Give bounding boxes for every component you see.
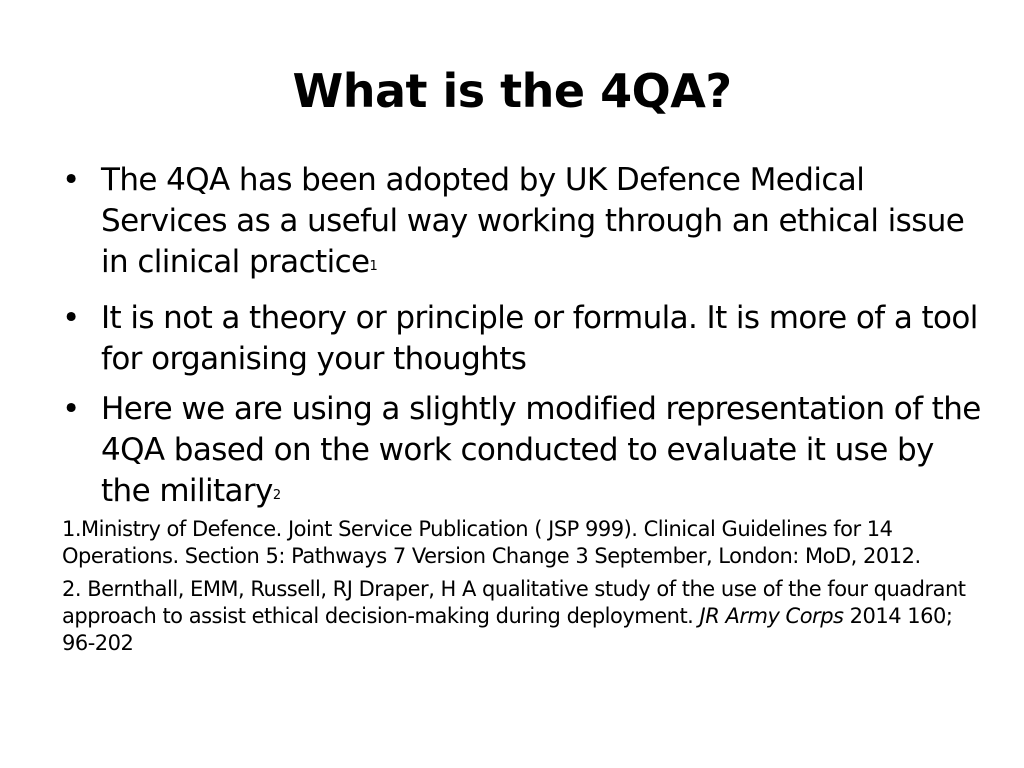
bullet-item-3 bbox=[62, 389, 982, 518]
bullet-text: The 4QA has been adopted by UK Defence Medical Services as a useful way working through an ethical issue in clinical practice bbox=[101, 162, 965, 280]
footnote-marker: 2 bbox=[272, 488, 282, 503]
bullet-text: Here we are using a slightly modified representation of the 4QA based on the work conducted to evaluate it use by the military bbox=[101, 391, 981, 509]
reference-2 bbox=[62, 576, 972, 657]
reference-2-journal: JR Army Corps bbox=[699, 604, 844, 628]
bullet-list bbox=[62, 160, 982, 527]
bullet-text: It is not a theory or principle or formula. It is more of a tool for organising your thoughts bbox=[101, 300, 978, 377]
reference-2-citation: 2014 160; 96-202 bbox=[62, 604, 953, 655]
bullet-marker: • bbox=[62, 300, 80, 336]
bullet-item-2 bbox=[62, 298, 982, 380]
bullet-marker: • bbox=[62, 391, 80, 427]
bullet-marker: • bbox=[62, 162, 80, 198]
bullet-item-1 bbox=[62, 160, 982, 289]
slide-title: What is the 4QA? bbox=[292, 64, 732, 118]
references bbox=[62, 516, 972, 663]
reference-2-text: 2. Bernthall, EMM, Russell, RJ Draper, H A qualitative study of the use of the four quadrant approach to assist ethical decision-making during deployment. bbox=[62, 577, 966, 628]
footnote-marker: 1 bbox=[369, 259, 378, 274]
reference-1: 1.Ministry of Defence. Joint Service Publication ( JSP 999). Clinical Guidelines for 14 Operations. Section 5: Pathways 7 Version Change 3 September, London: MoD, 2012. bbox=[62, 517, 921, 568]
